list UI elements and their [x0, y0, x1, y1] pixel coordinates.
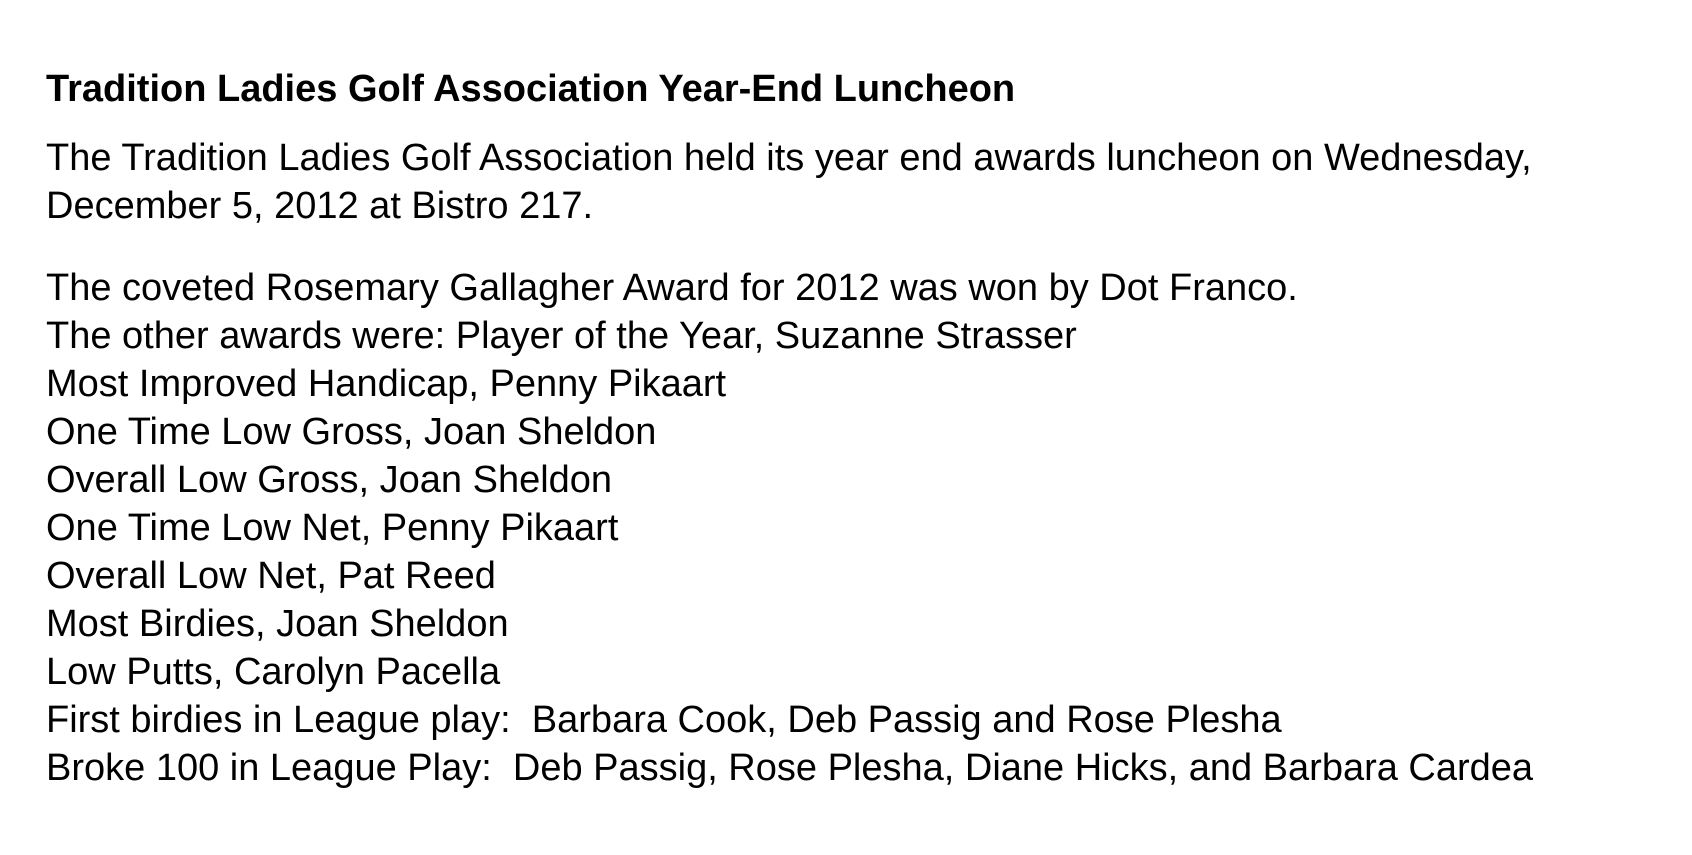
award-line: One Time Low Gross, Joan Sheldon: [46, 411, 657, 453]
award-line: Low Putts, Carolyn Pacella: [46, 651, 501, 693]
intro-line: December 5, 2012 at Bistro 217.: [46, 185, 594, 227]
award-line: The coveted Rosemary Gallagher Award for 2012 was won by Dot Franco.: [46, 267, 1298, 309]
award-line: Overall Low Net, Pat Reed: [46, 555, 496, 597]
intro-line: The Tradition Ladies Golf Association held its year end awards luncheon on Wednesday,: [46, 137, 1532, 179]
award-line: First birdies in League play: Barbara Cook, Deb Passig and Rose Plesha: [46, 699, 1282, 741]
award-line: The other awards were: Player of the Year, Suzanne Strasser: [46, 315, 1077, 357]
document-title: Tradition Ladies Golf Association Year-End Luncheon: [46, 68, 1016, 110]
award-line: Broke 100 in League Play: Deb Passig, Rose Plesha, Diane Hicks, and Barbara Cardea: [46, 747, 1534, 789]
award-line: Most Improved Handicap, Penny Pikaart: [46, 363, 727, 405]
awards-paragraph: [46, 264, 1646, 792]
award-line: Most Birdies, Joan Sheldon: [46, 603, 509, 645]
intro-paragraph: [46, 134, 1646, 230]
award-line: One Time Low Net, Penny Pikaart: [46, 507, 619, 549]
award-line: Overall Low Gross, Joan Sheldon: [46, 459, 613, 501]
